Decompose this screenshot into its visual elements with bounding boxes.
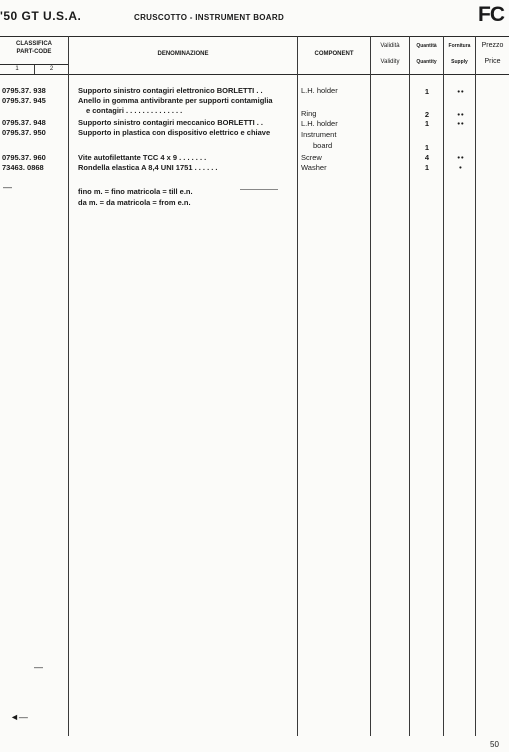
pencil-stroke — [240, 189, 278, 190]
part-quantity: 4 — [424, 153, 430, 162]
section-title: CRUSCOTTO - INSTRUMENT BOARD — [134, 13, 285, 22]
part-component: Ring — [301, 109, 317, 118]
margin-tick: — — [34, 662, 43, 672]
margin-tick: ◄— — [10, 712, 28, 722]
part-quantity: 1 — [424, 163, 430, 172]
col-validita-it: Validità — [380, 43, 400, 49]
part-component: Washer — [301, 163, 327, 172]
col-prezzo-it: Prezzo — [481, 42, 504, 49]
legend-note: fino m. = fino matricola = till e.n. — [78, 187, 193, 196]
column-divider — [297, 36, 298, 736]
part-quantity: 1 — [424, 143, 430, 152]
part-supply: • — [459, 163, 463, 172]
col-classifica: CLASSIFICA — [16, 41, 52, 47]
part-description: Supporto sinistro contagiri elettronico BORLETTI . . — [78, 86, 263, 95]
part-supply: •• — [457, 119, 465, 128]
col-supply-en: Supply — [451, 59, 468, 65]
part-code: 73463. 0868 — [2, 163, 44, 172]
part-description: e contagiri . . . . . . . . . . . . . . — [86, 106, 183, 115]
part-description: Anello in gomma antivibrante per supporti contamiglia — [78, 96, 273, 105]
part-quantity: 1 — [424, 87, 430, 96]
part-code: 0795.37. 950 — [2, 128, 46, 137]
part-code: 0795.37. 948 — [2, 118, 46, 127]
col-price-en: Price — [484, 58, 501, 65]
col-fornitura-it: Fornitura — [448, 43, 471, 49]
column-divider — [370, 36, 371, 736]
col-sub-1: 1 — [15, 66, 19, 72]
header-top-rule — [0, 36, 509, 37]
part-supply: •• — [457, 110, 465, 119]
part-component: Instrument — [301, 130, 337, 139]
part-component: Screw — [301, 153, 322, 162]
col-part-code: PART-CODE — [16, 49, 52, 55]
column-divider — [443, 36, 444, 736]
col-quantita-it: Quantità — [416, 43, 437, 49]
part-component: L.H. holder — [301, 86, 338, 95]
col-quantity-en: Quantity — [416, 59, 437, 65]
column-divider — [68, 36, 69, 736]
legend-note: da m. = da matricola = from e.n. — [78, 198, 191, 207]
part-supply: •• — [457, 87, 465, 96]
part-quantity: 2 — [424, 110, 430, 119]
part-component: board — [313, 141, 333, 150]
section-code: FC — [478, 3, 504, 26]
part-code: 0795.37. 945 — [2, 96, 46, 105]
part-code: 0795.37. 960 — [2, 153, 46, 162]
part-description: Supporto sinistro contagiri meccanico BORLETTI . . — [78, 118, 264, 127]
page-number: 50 — [490, 740, 499, 749]
part-component: L.H. holder — [301, 119, 338, 128]
part-supply: •• — [457, 153, 465, 162]
col-component: COMPONENT — [314, 51, 354, 57]
col-denominazione: DENOMINAZIONE — [157, 51, 209, 57]
column-divider — [409, 36, 410, 736]
part-description: Vite autofilettante TCC 4 x 9 . . . . . . . — [78, 153, 207, 162]
margin-tick: — — [3, 182, 12, 192]
column-divider — [475, 36, 476, 736]
col-validity-en: Validity — [380, 59, 400, 65]
part-code: 0795.37. 938 — [2, 86, 46, 95]
col-sub-2: 2 — [49, 66, 54, 72]
model-title: '50 GT U.S.A. — [0, 9, 82, 23]
header-bottom-rule — [0, 74, 509, 75]
part-quantity: 1 — [424, 119, 430, 128]
part-description: Rondella elastica A 8,4 UNI 1751 . . . . . . — [78, 163, 218, 172]
part-description: Supporto in plastica con dispositivo elettrico e chiave — [78, 128, 271, 137]
